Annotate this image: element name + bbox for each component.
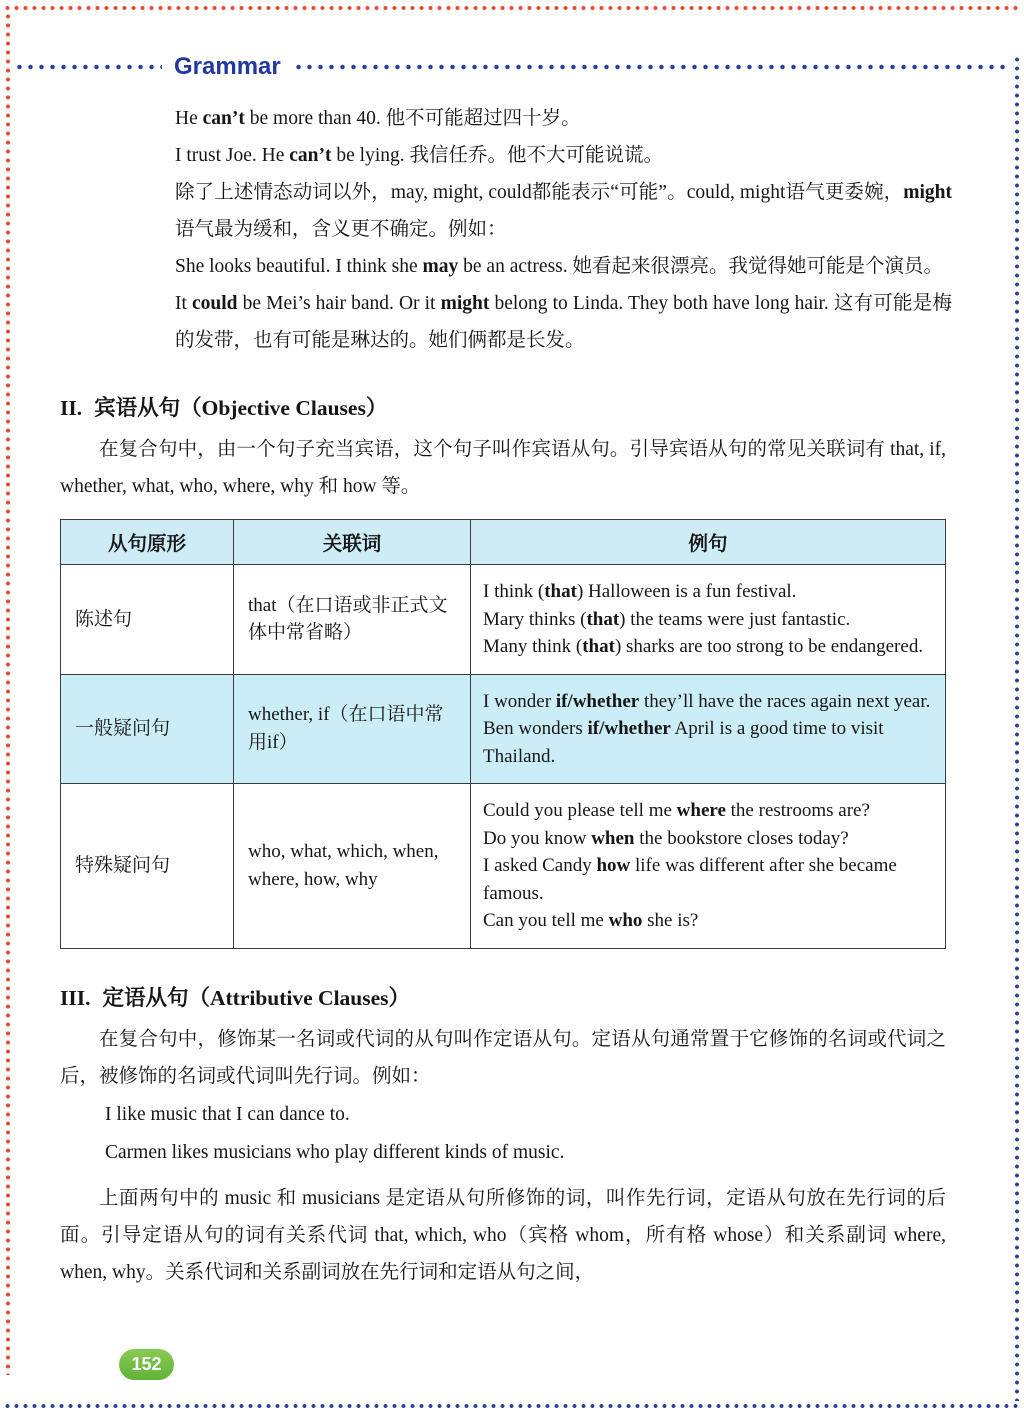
examples-cell: [471, 565, 946, 675]
table-row-yes-no-question: [61, 674, 946, 784]
example-sentence: I wonder if/whether they’ll have the races again next year.: [483, 690, 931, 712]
example-sentence: Mary thinks (that) the teams were just fantastic.: [483, 608, 851, 630]
connective-cell: that（在口语或非正式文体中常省略）: [234, 565, 471, 675]
example-sentence: Do you know when the bookstore closes today?: [483, 827, 849, 849]
col-header-connective: 关联词: [234, 520, 471, 565]
page-title: Grammar: [174, 53, 281, 80]
col-header-clause-type: 从句原形: [61, 520, 234, 565]
example-sentence: It could be Mei’s hair band. Or it might belong to Linda. They both have long hair. 这有可能是梅的发带，也有可能是琳达的。她们俩都是长发。: [175, 293, 952, 351]
example-sentence: I trust Joe. He can’t be lying. 我信任乔。他不大可能说谎。: [175, 145, 664, 166]
table-row-statement: [61, 565, 946, 675]
right-border-dots: [1014, 55, 1020, 1401]
section2-title: 宾语从句（Objective Clauses）: [94, 396, 388, 420]
objective-clauses-table: [60, 519, 946, 949]
examples-cell: [471, 784, 946, 949]
col-header-examples: 例句: [471, 520, 946, 565]
grammar-header: [0, 0, 1024, 80]
left-border-dots: [5, 12, 11, 1375]
example-sentence: I like music that I can dance to.: [105, 1103, 350, 1125]
table-header-row: [61, 520, 946, 565]
example-sentence: She looks beautiful. I think she may be an actress. 她看起来很漂亮。我觉得她可能是个演员。: [175, 256, 944, 277]
page-number-badge: [119, 1349, 174, 1380]
example-sentence: Ben wonders if/whether April is a good time to visit Thailand.: [483, 718, 884, 767]
example-sentence: Carmen likes musicians who play different kinds of music.: [105, 1141, 565, 1163]
section3-title: 定语从句（Attributive Clauses）: [102, 985, 411, 1010]
section3-number: III.: [60, 985, 91, 1010]
clause-type-cell: 特殊疑问句: [61, 784, 234, 949]
connective-cell: whether, if（在口语中常用if）: [234, 674, 471, 784]
example-sentence: Can you tell me who she is?: [483, 910, 699, 931]
example-sentence: I think (that) Halloween is a fun festival.: [483, 581, 797, 602]
examples-cell: [471, 674, 946, 784]
section2-heading: [60, 393, 954, 423]
example-sentence: He can’t be more than 40. 他不可能超过四十岁。: [175, 108, 581, 129]
explanation-paragraph: 除了上述情态动词以外，may, might, could都能表示“可能”。could, might语气更委婉，might语气最为缓和，含义更不确定。例如：: [175, 182, 952, 240]
bottom-border-dots: [3, 1403, 1021, 1409]
section3-paragraph-1: 在复合句中，修饰某一名词或代词的从句叫作定语从句。定语从句通常置于它修饰的名词或代词之后，被修饰的名词或代词叫先行词。例如：: [60, 1028, 946, 1087]
section2-paragraph: 在复合句中，由一个句子充当宾语，这个句子叫作宾语从句。引导宾语从句的常见关联词有 that, if, whether, what, who, where, why 和 how 等。: [60, 439, 946, 497]
header-dots-right: [293, 64, 1010, 70]
section3-heading: [60, 983, 954, 1013]
clause-type-cell: 一般疑问句: [61, 674, 234, 784]
clause-type-cell: 陈述句: [61, 565, 234, 675]
page-number: 152: [131, 1354, 162, 1374]
header-dots-left: [14, 64, 162, 70]
example-sentence: I asked Candy how life was different after she became famous.: [483, 855, 897, 904]
example-sentence: Could you please tell me where the restrooms are?: [483, 800, 870, 821]
table-row-wh-question: [61, 784, 946, 949]
modal-verb-examples: [175, 100, 952, 359]
attributive-clause-examples: [105, 1096, 954, 1172]
example-sentence: Many think (that) sharks are too strong to be endangered.: [483, 636, 924, 657]
section2-number: II.: [60, 396, 83, 420]
connective-cell: who, what, which, when, where, how, why: [234, 784, 471, 949]
section3-paragraph-2: 上面两句中的 music 和 musicians 是定语从句所修饰的词，叫作先行词，定语从句放在先行词的后面。引导定语从句的词有关系代词 that, which, who（宾格 whom，所有格 whose）和关系副词 where, when, why。关系代词和关系副词放在先行词和定语从句之间，: [60, 1187, 946, 1283]
